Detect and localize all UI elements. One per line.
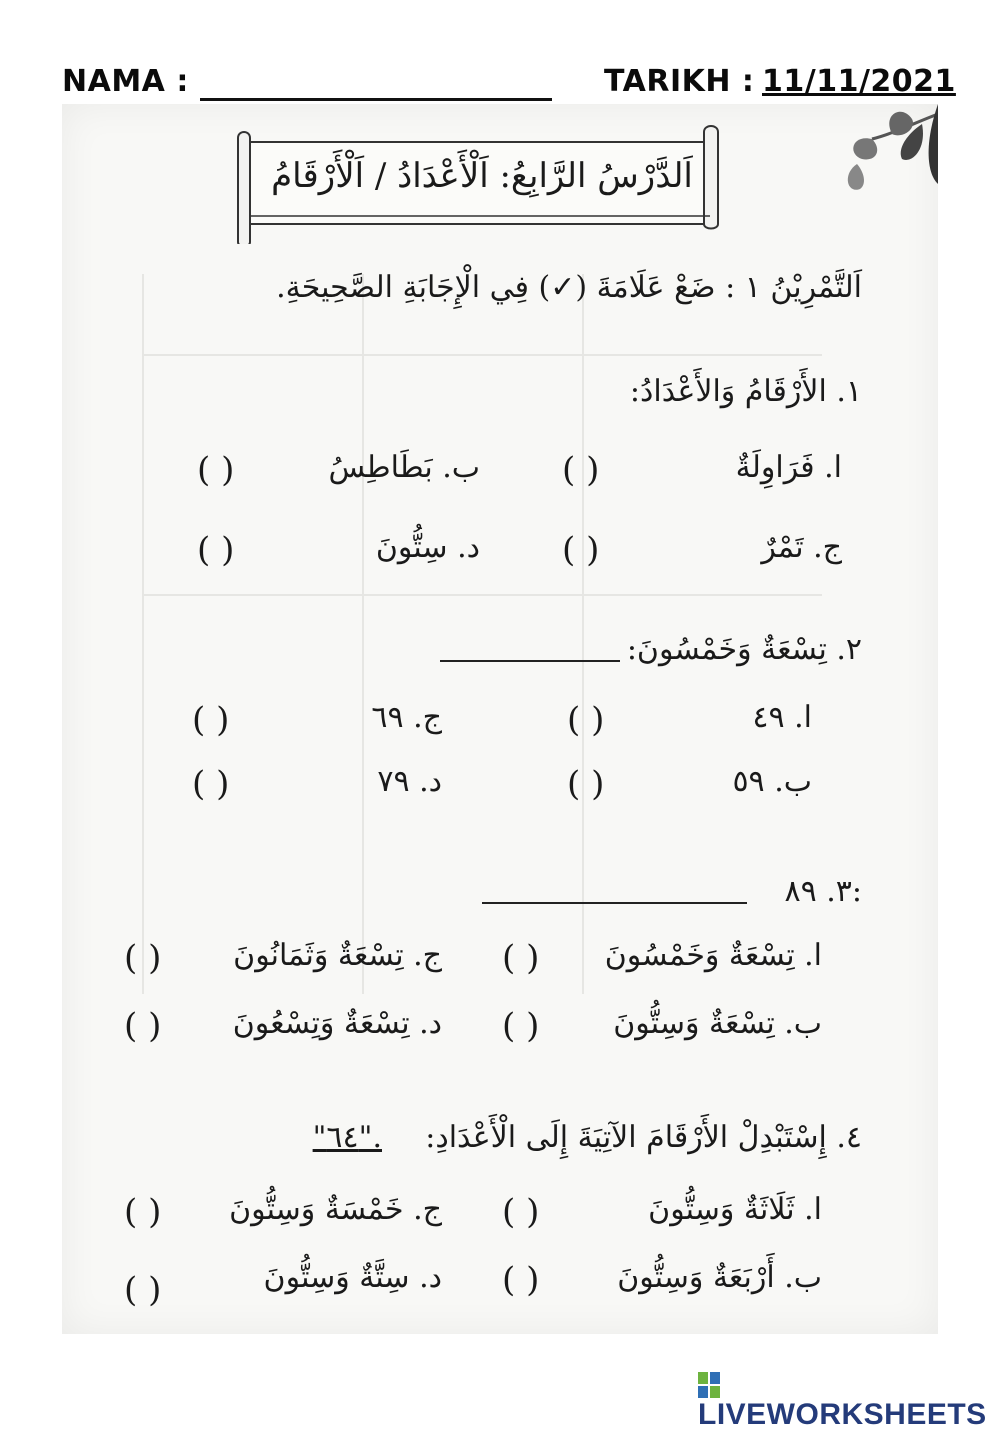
q1-option-b: ب. بَطَاطِسُ xyxy=(328,450,480,485)
grid-line xyxy=(142,274,144,994)
lesson-title: اَلدَّرْسُ الرَّابِعُ: اَلْأَعْدَادُ / اَلْأَرْقَامُ xyxy=(271,156,693,196)
q4-option-b-answer-box[interactable]: ( ) xyxy=(502,1260,540,1300)
q3-option-b: ب. تِسْعَةٌ وَسِتُّونَ xyxy=(613,1006,822,1041)
q3-option-a: ا. تِسْعَةٌ وَخَمْسُونَ xyxy=(604,938,822,973)
q1-option-d: د. سِتُّونَ xyxy=(375,530,480,565)
q2-option-b-answer-box[interactable]: ( ) xyxy=(567,764,605,804)
q2-option-d-answer-box[interactable]: ( ) xyxy=(192,764,230,804)
q1-option-a-answer-box[interactable]: ( ) xyxy=(562,450,600,490)
q3-option-d: د. تِسْعَةٌ وَتِسْعُونَ xyxy=(232,1006,442,1041)
q4-option-a: ا. ثَلَاثَةٌ وَسِتُّونَ xyxy=(648,1192,822,1227)
q4-option-c: ج. خَمْسَةٌ وَسِتُّونَ xyxy=(229,1192,442,1227)
question-2-title: ٢. تِسْعَةٌ وَخَمْسُونَ: xyxy=(626,632,862,667)
q2-option-a-answer-box[interactable]: ( ) xyxy=(567,700,605,740)
q4-option-a-answer-box[interactable]: ( ) xyxy=(502,1192,540,1232)
q3-option-c: ج. تِسْعَةٌ وَثَمَانُونَ xyxy=(233,938,442,973)
q1-option-b-answer-box[interactable]: ( ) xyxy=(197,450,235,490)
question-3-title: ٣. ٨٩: xyxy=(784,874,862,909)
q2-option-d: د. ٧٩ xyxy=(377,764,442,799)
q4-option-b: ب. أَرْبَعَةٌ وَسِتُّونَ xyxy=(617,1260,822,1295)
q2-option-c-answer-box[interactable]: ( ) xyxy=(192,700,230,740)
q1-option-c-answer-box[interactable]: ( ) xyxy=(562,530,600,570)
question-1-title: ١. الأَرْقَامُ وَالأَعْدَادُ: xyxy=(629,374,862,409)
q1-option-d-answer-box[interactable]: ( ) xyxy=(197,530,235,570)
q2-option-a: ا. ٤٩ xyxy=(752,700,812,735)
leaf-decoration-icon xyxy=(832,104,938,214)
name-input-line[interactable] xyxy=(200,68,552,101)
worksheet-sheet xyxy=(62,104,938,1334)
liveworksheets-logo-icon xyxy=(698,1372,720,1398)
q1-option-a: ا. فَرَاوِلَةٌ xyxy=(735,450,842,485)
name-label: NAMA : xyxy=(62,64,189,99)
question-4-title: ٤. إِسْتَبْدِلْ الأَرْقَامَ الآتِيَةَ إِلَى الْأَعْدَادِ: xyxy=(425,1120,862,1155)
brand-name: LIVEWORKSHEETS xyxy=(698,1398,987,1431)
q4-option-c-answer-box[interactable]: ( ) xyxy=(124,1192,162,1232)
q3-answer-blank[interactable] xyxy=(482,902,747,904)
grid-line xyxy=(142,594,822,596)
q3-option-b-answer-box[interactable]: ( ) xyxy=(502,1006,540,1046)
date-label: TARIKH : xyxy=(604,64,755,99)
q3-option-c-answer-box[interactable]: ( ) xyxy=(124,938,162,978)
q2-option-c: ج. ٦٩ xyxy=(371,700,442,735)
q3-option-d-answer-box[interactable]: ( ) xyxy=(124,1006,162,1046)
q4-option-d: د. سِتَّةٌ وَسِتُّونَ xyxy=(263,1260,442,1295)
grid-line xyxy=(142,354,822,356)
q1-option-c: ج. تَمْرٌ xyxy=(761,530,842,565)
exercise-instruction: اَلتَّمْرِيْنُ ١ : ضَعْ عَلَامَةَ (✓) فِي الْإِجَابَةِ الصَّحِيحَةِ. xyxy=(276,270,862,305)
q2-option-b: ب. ٥٩ xyxy=(732,764,812,799)
question-4-number: "٦٤". xyxy=(312,1120,382,1155)
q4-option-d-answer-box[interactable]: ( ) xyxy=(124,1270,162,1310)
grid-line xyxy=(362,274,364,994)
date-value: 11/11/2021 xyxy=(762,64,956,99)
footer-brand xyxy=(698,1372,1000,1432)
q3-option-a-answer-box[interactable]: ( ) xyxy=(502,938,540,978)
q2-answer-blank[interactable] xyxy=(440,660,620,662)
